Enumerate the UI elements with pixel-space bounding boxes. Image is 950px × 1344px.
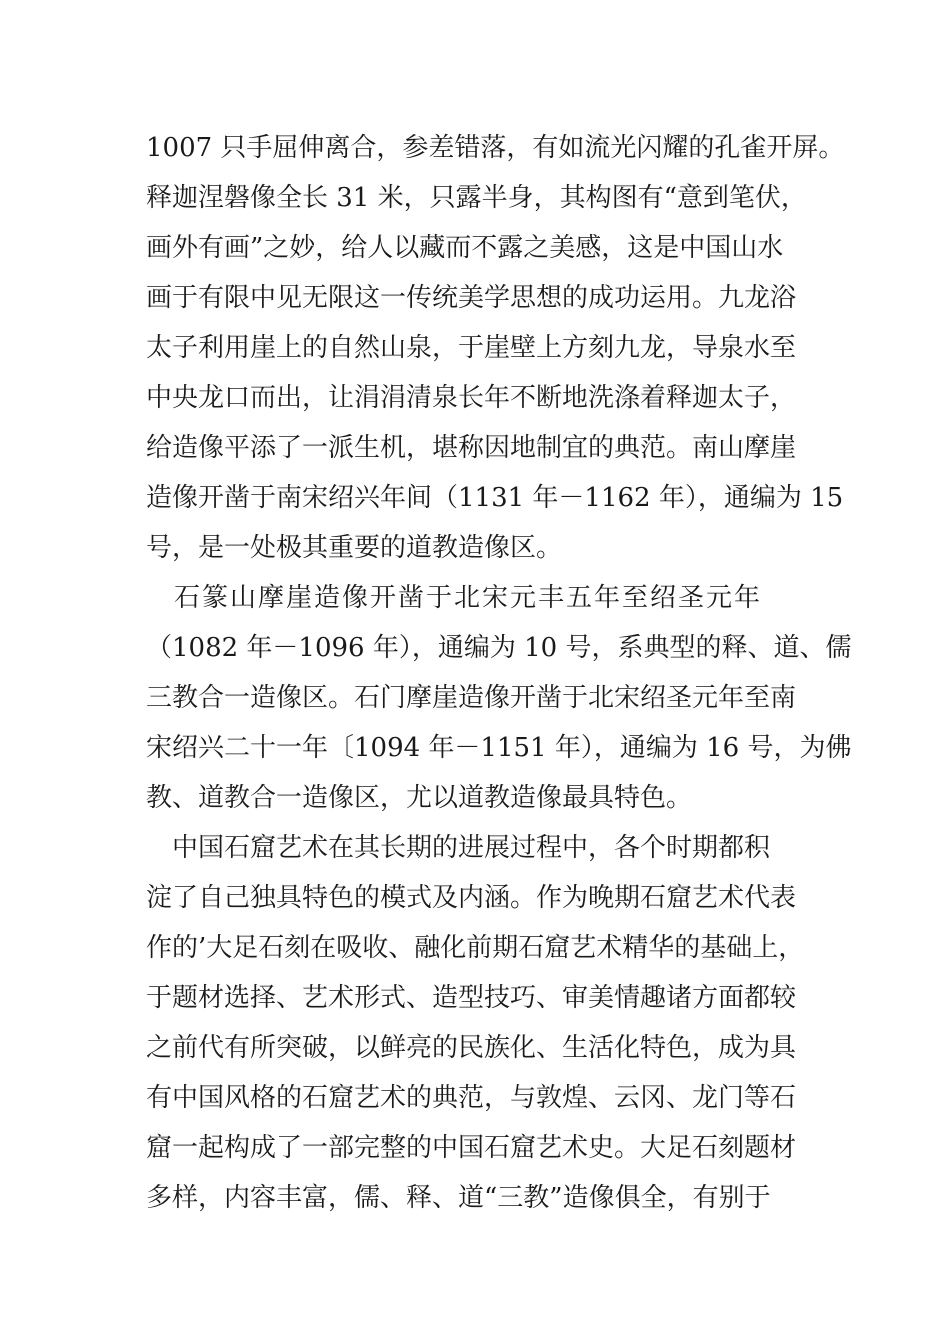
text-line: 多样，内容丰富，儒、释、道“三教”造像俱全，有别于 — [146, 1183, 771, 1213]
text-line: 三教合一造像区。石门摩崖造像开凿于北宋绍圣元年至南 — [146, 683, 797, 713]
text-line: 于题材选择、艺术形式、造型技巧、审美情趣诸方面都较 — [146, 983, 797, 1013]
text-line: 号，是一处极其重要的道教造像区。 — [146, 533, 563, 563]
text-line: 中国石窟艺术在其长期的进展过程中，各个时期都积 — [146, 833, 771, 863]
document-body-text — [146, 128, 852, 1228]
text-line: 之前代有所突破，以鲜亮的民族化、生活化特色，成为具 — [146, 1033, 797, 1063]
text-line: 教、道教合一造像区，尤以道教造像最具特色。 — [146, 783, 693, 813]
text-line: 给造像平添了一派生机，堪称因地制宜的典范。南山摩崖 — [146, 433, 797, 463]
text-line: 有中国风格的石窟艺术的典范，与敦煌、云冈、龙门等石 — [146, 1083, 797, 1113]
text-line: 释迦涅磐像全长 31 米，只露半身，其构图有“意到笔伏， — [146, 183, 807, 213]
text-line: 造像开凿于南宋绍兴年间（1131 年－1162 年），通编为 15 — [146, 483, 844, 513]
text-line: 中央龙口而出，让涓涓清泉长年不断地洗涤着释迦太子， — [146, 383, 797, 413]
text-line: 太子利用崖上的自然山泉，于崖壁上方刻九龙，导泉水至 — [146, 333, 797, 363]
text-line: 画外有画”之妙，给人以藏而不露之美感，这是中国山水 — [146, 233, 784, 263]
text-line: 画于有限中见无限这一传统美学思想的成功运用。九龙浴 — [146, 283, 797, 313]
text-line: 宋绍兴二十一年〔1094 年－1151 年），通编为 16 号，为佛 — [146, 733, 852, 763]
text-line: 作的’大足石刻在吸收、融化前期石窟艺术精华的基础上， — [146, 933, 805, 963]
text-line: 窟一起构成了一部完整的中国石窟艺术史。大足石刻题材 — [146, 1133, 797, 1163]
text-line: 淀了自己独具特色的模式及内涵。作为晚期石窟艺术代表 — [146, 883, 797, 913]
text-line: （1082 年－1096 年），通编为 10 号，系典型的释、道、儒 — [146, 633, 852, 663]
text-line: 石篆山摩崖造像开凿于北宋元丰五年至绍圣元年 — [146, 583, 763, 613]
text-line: 1007 只手屈伸离合，参差错落，有如流光闪耀的孔雀开屏。 — [146, 133, 845, 163]
